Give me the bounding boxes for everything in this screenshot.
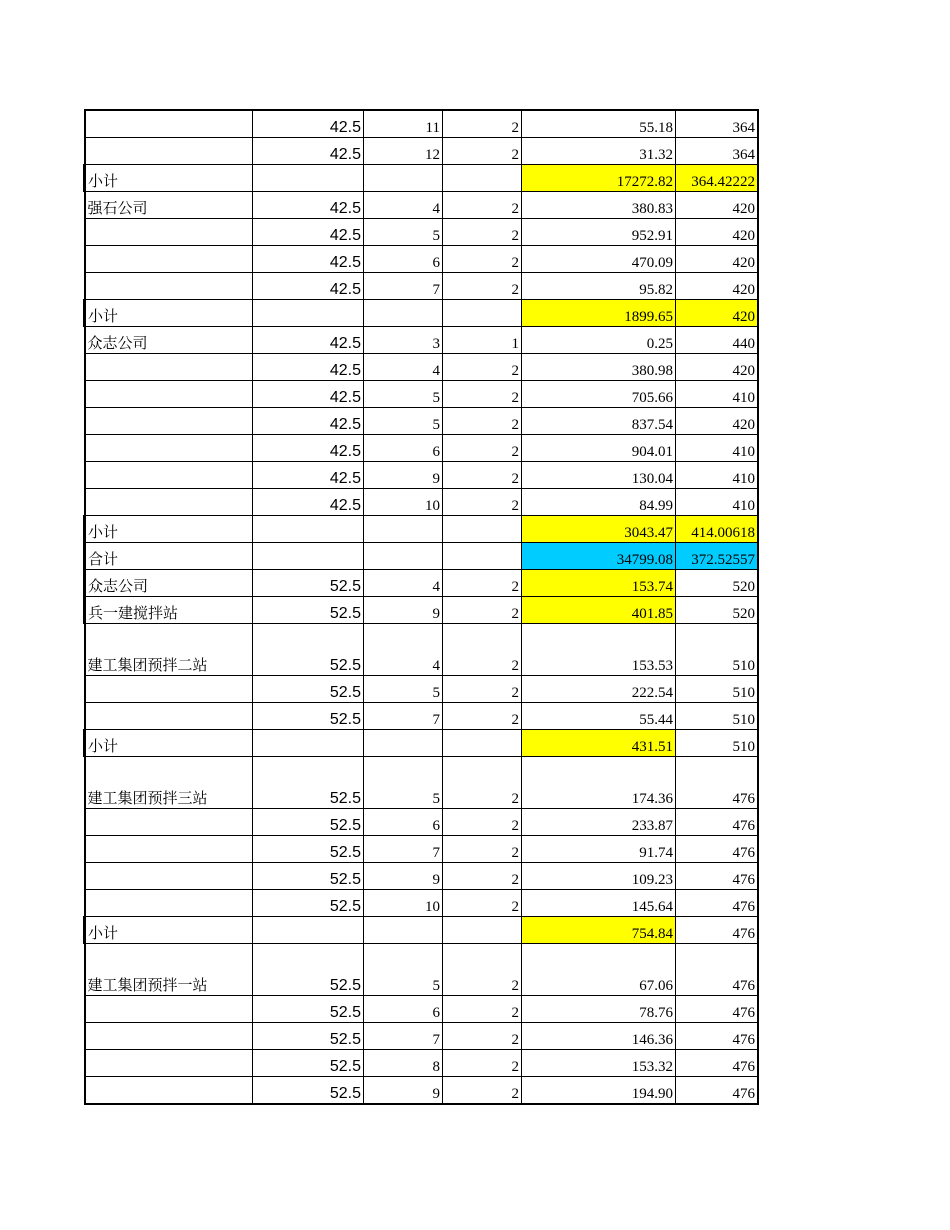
cell-amount[interactable]: 233.87 bbox=[522, 809, 676, 836]
cell-month[interactable]: 9 bbox=[364, 597, 443, 624]
cell-month[interactable]: 10 bbox=[364, 489, 443, 516]
cell-month[interactable] bbox=[364, 300, 443, 327]
cell-grade[interactable]: 42.5 bbox=[253, 246, 364, 273]
cell-month[interactable]: 6 bbox=[364, 996, 443, 1023]
cell-price[interactable]: 410 bbox=[676, 381, 759, 408]
cell-price[interactable]: 420 bbox=[676, 408, 759, 435]
cell-grade[interactable]: 52.5 bbox=[253, 757, 364, 809]
subtotal-row bbox=[85, 300, 759, 327]
cell-price[interactable]: 476 bbox=[676, 809, 759, 836]
cell-price[interactable]: 510 bbox=[676, 624, 759, 676]
table-row bbox=[85, 1050, 759, 1077]
subtotal-row bbox=[85, 516, 759, 543]
table-row bbox=[85, 809, 759, 836]
cell-amount[interactable]: 84.99 bbox=[522, 489, 676, 516]
table-row bbox=[85, 836, 759, 863]
table-row bbox=[85, 435, 759, 462]
cell-grade[interactable]: 52.5 bbox=[253, 570, 364, 597]
cell-month[interactable]: 7 bbox=[364, 273, 443, 300]
cell-amount[interactable]: 904.01 bbox=[522, 435, 676, 462]
cell-amount[interactable]: 67.06 bbox=[522, 944, 676, 996]
cell-count[interactable]: 2 bbox=[443, 192, 522, 219]
cell-month[interactable]: 11 bbox=[364, 110, 443, 138]
cell-price[interactable]: 364.42222 bbox=[676, 165, 759, 192]
table-row bbox=[85, 354, 759, 381]
cell-grade[interactable]: 52.5 bbox=[253, 863, 364, 890]
cell-month[interactable]: 12 bbox=[364, 138, 443, 165]
cell-count[interactable]: 2 bbox=[443, 597, 522, 624]
cell-amount[interactable]: 153.74 bbox=[522, 570, 676, 597]
cell-grade[interactable] bbox=[253, 543, 364, 570]
cell-grade[interactable]: 42.5 bbox=[253, 327, 364, 354]
cell-amount[interactable]: 222.54 bbox=[522, 676, 676, 703]
cell-count[interactable]: 2 bbox=[443, 676, 522, 703]
cell-amount[interactable]: 146.36 bbox=[522, 1023, 676, 1050]
cell-supplier[interactable]: 小计 bbox=[85, 917, 253, 944]
cell-price[interactable]: 414.00618 bbox=[676, 516, 759, 543]
cell-count[interactable]: 2 bbox=[443, 246, 522, 273]
cell-price[interactable]: 372.52557 bbox=[676, 543, 759, 570]
table-row bbox=[85, 381, 759, 408]
cell-amount[interactable]: 130.04 bbox=[522, 462, 676, 489]
cell-month[interactable]: 9 bbox=[364, 1077, 443, 1105]
cell-month[interactable] bbox=[364, 543, 443, 570]
cell-price[interactable]: 420 bbox=[676, 192, 759, 219]
cell-grade[interactable] bbox=[253, 917, 364, 944]
cell-amount[interactable]: 145.64 bbox=[522, 890, 676, 917]
table-row bbox=[85, 489, 759, 516]
cell-price[interactable]: 510 bbox=[676, 676, 759, 703]
cell-count[interactable]: 2 bbox=[443, 890, 522, 917]
cell-supplier[interactable] bbox=[85, 1077, 253, 1105]
cell-grade[interactable]: 42.5 bbox=[253, 381, 364, 408]
subtotal-row bbox=[85, 917, 759, 944]
cell-month[interactable]: 6 bbox=[364, 435, 443, 462]
cell-price[interactable]: 476 bbox=[676, 757, 759, 809]
cell-amount[interactable]: 55.44 bbox=[522, 703, 676, 730]
cell-count[interactable] bbox=[443, 165, 522, 192]
cell-grade[interactable]: 52.5 bbox=[253, 836, 364, 863]
cell-amount[interactable]: 174.36 bbox=[522, 757, 676, 809]
cell-month[interactable]: 9 bbox=[364, 863, 443, 890]
cell-grade[interactable]: 52.5 bbox=[253, 944, 364, 996]
cell-month[interactable]: 10 bbox=[364, 890, 443, 917]
cell-grade[interactable] bbox=[253, 516, 364, 543]
cell-count[interactable]: 2 bbox=[443, 354, 522, 381]
cell-count[interactable]: 2 bbox=[443, 757, 522, 809]
cell-amount[interactable]: 3043.47 bbox=[522, 516, 676, 543]
cell-price[interactable]: 476 bbox=[676, 1023, 759, 1050]
cell-count[interactable]: 2 bbox=[443, 435, 522, 462]
cell-month[interactable]: 5 bbox=[364, 408, 443, 435]
cell-price[interactable]: 476 bbox=[676, 1050, 759, 1077]
cell-amount[interactable]: 78.76 bbox=[522, 996, 676, 1023]
cell-supplier[interactable] bbox=[85, 246, 253, 273]
cell-price[interactable]: 420 bbox=[676, 219, 759, 246]
cell-supplier[interactable] bbox=[85, 381, 253, 408]
cell-price[interactable]: 410 bbox=[676, 489, 759, 516]
cell-month[interactable]: 4 bbox=[364, 192, 443, 219]
cell-amount[interactable]: 754.84 bbox=[522, 917, 676, 944]
cell-price[interactable]: 520 bbox=[676, 570, 759, 597]
table-row bbox=[85, 462, 759, 489]
cell-grade[interactable]: 52.5 bbox=[253, 1023, 364, 1050]
cell-grade[interactable]: 52.5 bbox=[253, 809, 364, 836]
cell-supplier[interactable]: 建工集团预拌一站 bbox=[85, 944, 253, 996]
cell-count[interactable]: 2 bbox=[443, 138, 522, 165]
cell-count[interactable] bbox=[443, 730, 522, 757]
cell-supplier[interactable] bbox=[85, 996, 253, 1023]
cell-price[interactable]: 510 bbox=[676, 703, 759, 730]
cell-count[interactable]: 2 bbox=[443, 381, 522, 408]
cell-month[interactable] bbox=[364, 165, 443, 192]
cell-amount[interactable]: 705.66 bbox=[522, 381, 676, 408]
cell-supplier[interactable] bbox=[85, 1023, 253, 1050]
cell-amount[interactable]: 0.25 bbox=[522, 327, 676, 354]
cell-grade[interactable]: 42.5 bbox=[253, 273, 364, 300]
cell-grade[interactable]: 42.5 bbox=[253, 192, 364, 219]
cell-supplier[interactable] bbox=[85, 836, 253, 863]
cell-month[interactable] bbox=[364, 516, 443, 543]
cell-count[interactable]: 2 bbox=[443, 809, 522, 836]
cell-price[interactable]: 476 bbox=[676, 944, 759, 996]
cell-grade[interactable]: 52.5 bbox=[253, 624, 364, 676]
cell-amount[interactable]: 194.90 bbox=[522, 1077, 676, 1105]
cell-month[interactable]: 7 bbox=[364, 1023, 443, 1050]
table-row bbox=[85, 676, 759, 703]
spreadsheet-table bbox=[83, 109, 759, 1105]
cell-supplier[interactable]: 小计 bbox=[85, 165, 253, 192]
cell-count[interactable]: 2 bbox=[443, 219, 522, 246]
cell-count[interactable]: 1 bbox=[443, 327, 522, 354]
cell-grade[interactable]: 52.5 bbox=[253, 676, 364, 703]
cell-grade[interactable]: 42.5 bbox=[253, 110, 364, 138]
cell-supplier[interactable] bbox=[85, 890, 253, 917]
cell-price[interactable]: 364 bbox=[676, 138, 759, 165]
cell-month[interactable]: 5 bbox=[364, 381, 443, 408]
cell-grade[interactable]: 52.5 bbox=[253, 597, 364, 624]
cell-amount[interactable]: 1899.65 bbox=[522, 300, 676, 327]
cell-count[interactable]: 2 bbox=[443, 703, 522, 730]
cell-count[interactable]: 2 bbox=[443, 489, 522, 516]
cell-count[interactable]: 2 bbox=[443, 1077, 522, 1105]
cell-supplier[interactable]: 建工集团预拌三站 bbox=[85, 757, 253, 809]
cell-supplier[interactable]: 强石公司 bbox=[85, 192, 253, 219]
cell-month[interactable] bbox=[364, 917, 443, 944]
cell-amount[interactable]: 431.51 bbox=[522, 730, 676, 757]
table-row bbox=[85, 703, 759, 730]
cell-price[interactable]: 420 bbox=[676, 300, 759, 327]
cell-grade[interactable]: 42.5 bbox=[253, 462, 364, 489]
cell-supplier[interactable] bbox=[85, 462, 253, 489]
table-row bbox=[85, 944, 759, 996]
table-row bbox=[85, 757, 759, 809]
cell-amount[interactable]: 153.53 bbox=[522, 624, 676, 676]
cell-grade[interactable]: 52.5 bbox=[253, 703, 364, 730]
cell-grade[interactable]: 42.5 bbox=[253, 489, 364, 516]
cell-supplier[interactable]: 小计 bbox=[85, 300, 253, 327]
cell-amount[interactable]: 17272.82 bbox=[522, 165, 676, 192]
cell-supplier[interactable] bbox=[85, 703, 253, 730]
table-row bbox=[85, 570, 759, 597]
cell-count[interactable] bbox=[443, 917, 522, 944]
cell-amount[interactable]: 470.09 bbox=[522, 246, 676, 273]
cell-amount[interactable]: 952.91 bbox=[522, 219, 676, 246]
table-row bbox=[85, 597, 759, 624]
cell-count[interactable]: 2 bbox=[443, 944, 522, 996]
cell-grade[interactable]: 52.5 bbox=[253, 996, 364, 1023]
cell-supplier[interactable]: 合计 bbox=[85, 543, 253, 570]
cell-grade[interactable] bbox=[253, 300, 364, 327]
total-row bbox=[85, 543, 759, 570]
table-row bbox=[85, 192, 759, 219]
cell-grade[interactable]: 42.5 bbox=[253, 354, 364, 381]
table-row bbox=[85, 890, 759, 917]
table-row bbox=[85, 273, 759, 300]
cell-price[interactable]: 410 bbox=[676, 435, 759, 462]
cell-supplier[interactable] bbox=[85, 435, 253, 462]
cell-month[interactable]: 4 bbox=[364, 570, 443, 597]
cell-supplier[interactable] bbox=[85, 219, 253, 246]
cell-amount[interactable]: 380.98 bbox=[522, 354, 676, 381]
cell-count[interactable]: 2 bbox=[443, 273, 522, 300]
cell-month[interactable]: 7 bbox=[364, 703, 443, 730]
cell-supplier[interactable]: 兵一建搅拌站 bbox=[85, 597, 253, 624]
table-row bbox=[85, 863, 759, 890]
cell-month[interactable]: 5 bbox=[364, 944, 443, 996]
cell-grade[interactable] bbox=[253, 165, 364, 192]
cell-month[interactable] bbox=[364, 730, 443, 757]
cell-supplier[interactable] bbox=[85, 1050, 253, 1077]
cell-month[interactable]: 4 bbox=[364, 354, 443, 381]
cell-month[interactable]: 6 bbox=[364, 809, 443, 836]
cell-amount[interactable]: 31.32 bbox=[522, 138, 676, 165]
cell-supplier[interactable]: 众志公司 bbox=[85, 327, 253, 354]
table-row bbox=[85, 996, 759, 1023]
cell-count[interactable]: 2 bbox=[443, 1023, 522, 1050]
cell-count[interactable]: 2 bbox=[443, 570, 522, 597]
cell-supplier[interactable] bbox=[85, 676, 253, 703]
cell-price[interactable]: 440 bbox=[676, 327, 759, 354]
table-row bbox=[85, 219, 759, 246]
cell-count[interactable]: 2 bbox=[443, 110, 522, 138]
cell-month[interactable]: 5 bbox=[364, 676, 443, 703]
cell-supplier[interactable]: 众志公司 bbox=[85, 570, 253, 597]
cell-count[interactable]: 2 bbox=[443, 1050, 522, 1077]
cell-month[interactable]: 5 bbox=[364, 219, 443, 246]
cell-price[interactable]: 476 bbox=[676, 863, 759, 890]
cell-supplier[interactable] bbox=[85, 354, 253, 381]
cell-count[interactable]: 2 bbox=[443, 996, 522, 1023]
cell-supplier[interactable] bbox=[85, 138, 253, 165]
cell-amount[interactable]: 380.83 bbox=[522, 192, 676, 219]
cell-count[interactable]: 2 bbox=[443, 836, 522, 863]
cell-supplier[interactable] bbox=[85, 273, 253, 300]
cell-count[interactable] bbox=[443, 543, 522, 570]
cell-count[interactable] bbox=[443, 516, 522, 543]
cell-amount[interactable]: 95.82 bbox=[522, 273, 676, 300]
cell-grade[interactable]: 42.5 bbox=[253, 219, 364, 246]
cell-grade[interactable]: 52.5 bbox=[253, 1077, 364, 1105]
cell-price[interactable]: 410 bbox=[676, 462, 759, 489]
cell-count[interactable]: 2 bbox=[443, 408, 522, 435]
cell-count[interactable] bbox=[443, 300, 522, 327]
subtotal-row bbox=[85, 165, 759, 192]
cell-amount[interactable]: 91.74 bbox=[522, 836, 676, 863]
cell-price[interactable]: 476 bbox=[676, 836, 759, 863]
table-row bbox=[85, 624, 759, 676]
table-row bbox=[85, 1077, 759, 1105]
cell-amount[interactable]: 55.18 bbox=[522, 110, 676, 138]
cell-month[interactable]: 4 bbox=[364, 624, 443, 676]
cell-month[interactable]: 6 bbox=[364, 246, 443, 273]
cell-supplier[interactable] bbox=[85, 408, 253, 435]
cell-price[interactable]: 520 bbox=[676, 597, 759, 624]
table-row bbox=[85, 408, 759, 435]
cell-supplier[interactable]: 建工集团预拌二站 bbox=[85, 624, 253, 676]
cell-month[interactable]: 5 bbox=[364, 757, 443, 809]
subtotal-row bbox=[85, 730, 759, 757]
cell-supplier[interactable] bbox=[85, 110, 253, 138]
cell-price[interactable]: 476 bbox=[676, 1077, 759, 1105]
cell-month[interactable]: 8 bbox=[364, 1050, 443, 1077]
cell-grade[interactable]: 42.5 bbox=[253, 408, 364, 435]
cell-price[interactable]: 364 bbox=[676, 110, 759, 138]
cell-grade[interactable]: 52.5 bbox=[253, 890, 364, 917]
cell-supplier[interactable] bbox=[85, 809, 253, 836]
cell-month[interactable]: 3 bbox=[364, 327, 443, 354]
cell-amount[interactable]: 837.54 bbox=[522, 408, 676, 435]
cell-price[interactable]: 476 bbox=[676, 996, 759, 1023]
cell-price[interactable]: 510 bbox=[676, 730, 759, 757]
cell-supplier[interactable] bbox=[85, 489, 253, 516]
cell-month[interactable]: 7 bbox=[364, 836, 443, 863]
table-row bbox=[85, 246, 759, 273]
table-row bbox=[85, 1023, 759, 1050]
cell-amount[interactable]: 34799.08 bbox=[522, 543, 676, 570]
table-row bbox=[85, 110, 759, 138]
cell-supplier[interactable]: 小计 bbox=[85, 516, 253, 543]
cell-count[interactable]: 2 bbox=[443, 462, 522, 489]
cell-price[interactable]: 420 bbox=[676, 273, 759, 300]
cell-grade[interactable]: 42.5 bbox=[253, 435, 364, 462]
cell-supplier[interactable] bbox=[85, 863, 253, 890]
cell-grade[interactable] bbox=[253, 730, 364, 757]
cell-grade[interactable]: 42.5 bbox=[253, 138, 364, 165]
cell-price[interactable]: 420 bbox=[676, 354, 759, 381]
table-row bbox=[85, 327, 759, 354]
cell-count[interactable]: 2 bbox=[443, 863, 522, 890]
cell-amount[interactable]: 153.32 bbox=[522, 1050, 676, 1077]
cell-count[interactable]: 2 bbox=[443, 624, 522, 676]
cell-amount[interactable]: 401.85 bbox=[522, 597, 676, 624]
cell-price[interactable]: 476 bbox=[676, 890, 759, 917]
cell-supplier[interactable]: 小计 bbox=[85, 730, 253, 757]
table-row bbox=[85, 138, 759, 165]
cell-price[interactable]: 476 bbox=[676, 917, 759, 944]
cell-grade[interactable]: 52.5 bbox=[253, 1050, 364, 1077]
cell-month[interactable]: 9 bbox=[364, 462, 443, 489]
cell-amount[interactable]: 109.23 bbox=[522, 863, 676, 890]
cell-price[interactable]: 420 bbox=[676, 246, 759, 273]
